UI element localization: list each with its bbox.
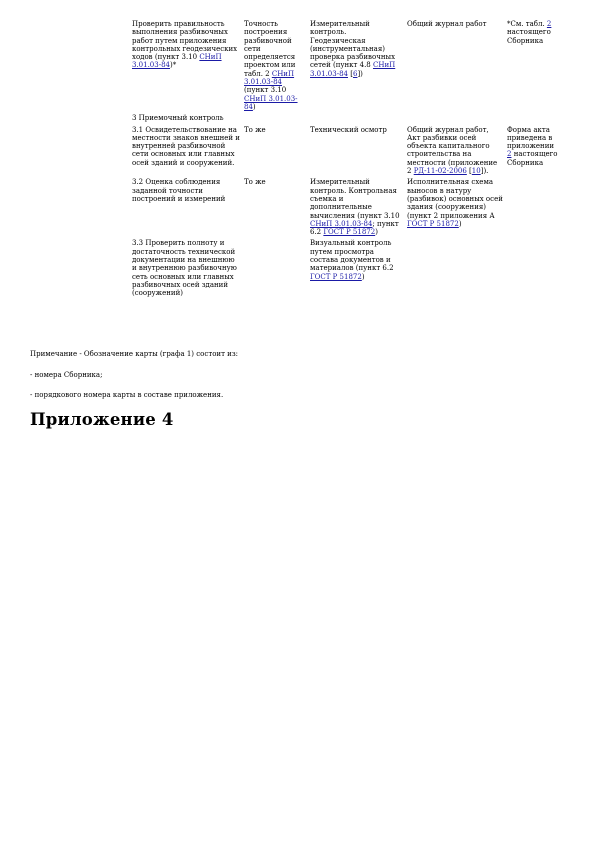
table-cell: То же [244,178,266,187]
inspection-table [130,20,561,301]
doc-link[interactable]: 10 [471,167,481,176]
table-cell: 3.1 Освидетельствование на местности знаков внешней и внутренней разбивочной сети основных или главных осей зданий и сооружений. [132,125,240,167]
doc-link[interactable]: СНиП 3.01.03-84 [310,219,373,228]
table-cell: Точность построения разбивочной сети определяется проектом или табл. 2 СНиП 3.01.03-84 (пункт 3.10 СНиП 3.01.03-84) [244,20,298,111]
table-row [130,239,561,300]
doc-link[interactable]: СНиП 3.01.03-84 [244,69,295,87]
table-cell: Проверить правильность выполнения разбивочных работ путем приложения контрольных геодезических ходов (пункт 3.10 СНиП 3.01.03-84)* [132,20,238,70]
table-cell: Исполнительная схема выносов в натуру (разбивок) основных осей здания (сооружения) (пункт 2 приложения А ГОСТ Р 51872) [407,178,503,228]
table-cell: *См. табл. 2 настоящего Сборника [507,20,552,45]
doc-link[interactable]: СНиП 3.01.03-84 [244,94,298,111]
table-cell: То же [244,125,266,134]
doc-link[interactable]: ГОСТ Р 51872 [323,228,376,237]
doc-link[interactable]: СНиП 3.01.03-84 [132,53,222,70]
table-cell: Визуальный контроль путем просмотра состава документов и материалов (пункт 6.2 ГОСТ Р 51872) [310,239,394,281]
table-cell: Общий журнал работ, Акт разбивки осей объекта капитального строительства на местности (приложение 2 РД-11-02-2006 [10]). [407,125,498,176]
table-section-row [130,114,561,125]
table-cell: Технический осмотр [310,125,387,134]
table-cell [242,239,308,300]
doc-link[interactable]: 2 [507,150,512,159]
note-list-item: - порядкового номера карты в составе приложения. [30,391,224,399]
table-row [130,126,561,179]
table-cell: 3.3 Проверить полноту и достаточность технической документации на внешнюю и внутреннюю разбивочную сеть основных или главных разбивочных осей зданий (сооружений) [132,239,237,298]
doc-link[interactable]: 6 [352,69,358,78]
table-row [130,178,561,239]
table-cell: Форма акта приведена в приложении 2 настоящего Сборника [507,125,558,167]
table-cell [505,239,561,300]
section-title: 3 Приемочный контроль [132,114,224,123]
note-line: Примечание - Обозначение карты (графа 1) состоит из: [30,350,239,358]
table-cell: Измерительный контроль. Контрольная съемка и дополнительные вычисления (пункт 3.10 СНиП 3.01.03-84; пункт 6.2 ГОСТ Р 51872) [310,178,400,237]
table-cell: Общий журнал работ [407,20,487,28]
appendix-heading: Приложение 4 [30,410,174,429]
table-cell [505,178,561,239]
doc-link[interactable]: РД-11-02-2006 [413,167,467,176]
table-cell [405,239,505,300]
doc-link[interactable]: ГОСТ Р 51872 [407,219,459,228]
table-cell: Измерительный контроль. Геодезическая (инструментальная) проверка разбивочных сетей (пункт 4.8 СНиП 3.01.03-84 [6]) [310,20,396,78]
note-list-item: - номера Сборника; [30,371,103,379]
doc-link[interactable]: СНиП 3.01.03-84 [310,61,396,78]
table-cell: 3.2 Оценка соблюдения заданной точности построений и измерений [132,178,226,203]
doc-link[interactable]: 2 [546,20,552,28]
doc-link[interactable]: ГОСТ Р 51872 [310,272,362,281]
table-row [130,20,561,114]
